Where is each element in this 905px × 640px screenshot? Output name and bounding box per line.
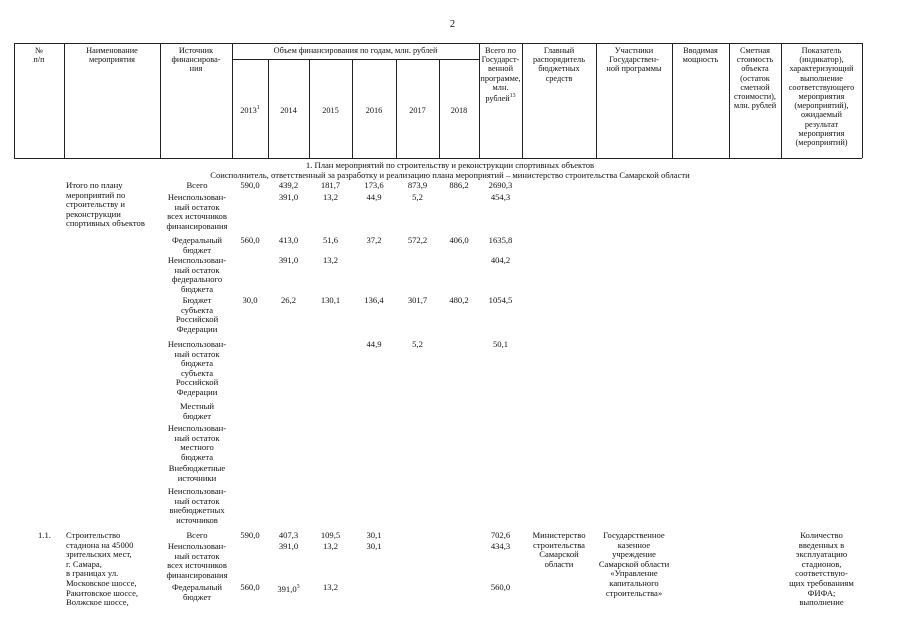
header-participants: Участники Государствен- ной программы: [606, 46, 662, 74]
total-row-value: 136,4: [364, 295, 384, 305]
section-coexecutor: Соисполнитель, ответственный за разработку и реализацию плана мероприятий – министерство строительства Самарской области: [210, 170, 690, 180]
item-1-1-row-value: 702,6: [490, 530, 511, 540]
item-1-1-manager: Министерство строительства Самарской области: [532, 530, 586, 569]
item-1-1-row-value: 391,0$^3$: [277, 583, 300, 594]
total-row-value: 572,2: [407, 235, 428, 245]
item-1-1-indicator: Количество введенных в эксплуатацию стадионов, соответствую- щих требованиям ФИФА; выполнение: [789, 530, 854, 608]
total-row-value: 44,9: [366, 192, 382, 202]
header-total: Всего по Государст- венной программе, млн. рублей$^{13}$: [480, 46, 521, 103]
item-1-1-row-value: 560,0: [240, 582, 260, 592]
item-1-1-row-value: 407,3: [278, 530, 299, 540]
total-row-value: 560,0: [240, 235, 260, 245]
header-capacity: Вводимая мощность: [682, 46, 719, 65]
header-manager: Главный распорядитель бюджетных средств: [533, 46, 585, 83]
item-1-1-row-value: 13,2: [322, 582, 339, 592]
total-row-value: 301,7: [407, 295, 428, 305]
item-1-1-row-value: 109,5: [320, 530, 341, 540]
total-row-value: 439,2: [278, 180, 299, 190]
item-1-1-row-source: Всего: [186, 530, 208, 540]
header-source: Источник финансирова- ния: [171, 46, 221, 74]
total-row-value: 37,2: [366, 235, 382, 245]
total-row-value: 391,0: [278, 255, 299, 265]
header-indicator: Показатель (индикатор), характеризующий выполнение соответствующего мероприятия (мероприятий), ожидаемый результат мероприятия (мероприятий): [788, 46, 855, 148]
header-no: № п/п: [33, 46, 45, 65]
total-row-value: 454,3: [490, 192, 511, 202]
header-year-2013: 2013$^1$: [240, 105, 260, 115]
total-row-source: Неиспользован- ный остаток федерального бюджета: [167, 255, 227, 294]
item-1-1-participants: Государственное казенное учреждение Самарской области «Управление капитального строительства»: [598, 530, 670, 598]
total-row-source: Всего: [186, 180, 208, 190]
total-block-name: Итого по плану мероприятий по строительству и реконструкции спортивных объектов: [66, 180, 145, 229]
item-1-1-row-value: 30,1: [366, 530, 382, 540]
total-row-value: 391,0: [278, 192, 299, 202]
total-row-value: 404,2: [490, 255, 511, 265]
total-row-value: 5,2: [412, 339, 423, 349]
header-year-2018: 2018: [450, 106, 468, 115]
item-1-1-number: 1.1.: [38, 530, 51, 540]
item-1-1-row-value: 560,0: [490, 582, 511, 592]
total-row-value: 173,6: [364, 180, 384, 190]
total-row-value: 1054,5: [488, 295, 513, 305]
item-1-1-row-value: 13,2: [322, 541, 339, 551]
header-cost: Сметная стоимость объекта (остаток сметной стоимости), млн. рублей: [733, 46, 777, 111]
total-row-value: 30,0: [242, 295, 258, 305]
total-row-source: Неиспользован- ный остаток местного бюджета: [167, 423, 227, 462]
item-1-1-row-source: Федеральный бюджет: [171, 582, 223, 602]
item-1-1-row-value: 434,3: [490, 541, 511, 551]
header-year-2015: 2015: [322, 106, 339, 115]
header-name: Наименование мероприятия: [86, 46, 138, 65]
total-row-value: 50,1: [492, 339, 509, 349]
total-row-value: 413,0: [278, 235, 299, 245]
total-row-value: 1635,8: [488, 235, 513, 245]
header-year-2017: 2017: [409, 106, 426, 115]
total-row-value: 5,2: [412, 192, 423, 202]
total-row-value: 13,2: [322, 255, 339, 265]
page-number: 2: [449, 19, 456, 30]
total-row-value: 51,6: [322, 235, 339, 245]
header-year-2016: 2016: [365, 106, 383, 115]
header-year-2014: 2014: [280, 106, 297, 115]
total-row-value: 26,2: [280, 295, 297, 305]
total-row-value: 480,2: [449, 295, 469, 305]
item-1-1-name: Строительство стадиона на 45000 зрительских мест, г. Самара, в границах ул. Московское шоссе, Ракитовское шоссе, Волжское шоссе,: [66, 530, 139, 608]
total-row-source: Федеральный бюджет: [171, 235, 223, 255]
item-1-1-row-value: 590,0: [240, 530, 260, 540]
total-row-value: 590,0: [240, 180, 260, 190]
total-row-source: Неиспользован- ный остаток бюджета субъекта Российской Федерации: [167, 339, 227, 397]
total-row-value: 2690,3: [488, 180, 513, 190]
total-row-value: 181,7: [320, 180, 341, 190]
total-row-source: Местный бюджет: [179, 401, 215, 421]
total-row-value: 13,2: [322, 192, 339, 202]
total-row-value: 44,9: [366, 339, 382, 349]
total-row-source: Бюджет субъекта Российской Федерации: [175, 295, 219, 334]
total-row-source: Неиспользован- ный остаток всех источников финансирования: [166, 192, 228, 231]
item-1-1-row-source: Неиспользован- ный остаток всех источников финансирования: [166, 541, 228, 580]
total-row-source: Внебюджетные источники: [168, 463, 226, 483]
total-row-value: 130,1: [320, 295, 341, 305]
item-1-1-row-value: 30,1: [366, 541, 382, 551]
total-row-value: 886,2: [449, 180, 469, 190]
total-row-value: 873,9: [407, 180, 428, 190]
section-title: 1. План мероприятий по строительству и реконструкции спортивных объектов: [305, 160, 595, 170]
item-1-1-row-value: 391,0: [278, 541, 299, 551]
total-row-value: 406,0: [449, 235, 469, 245]
total-row-source: Неиспользован- ный остаток внебюджетных источников: [167, 486, 227, 525]
header-volume: Объем финансирования по годам, млн. рублей: [273, 46, 438, 55]
